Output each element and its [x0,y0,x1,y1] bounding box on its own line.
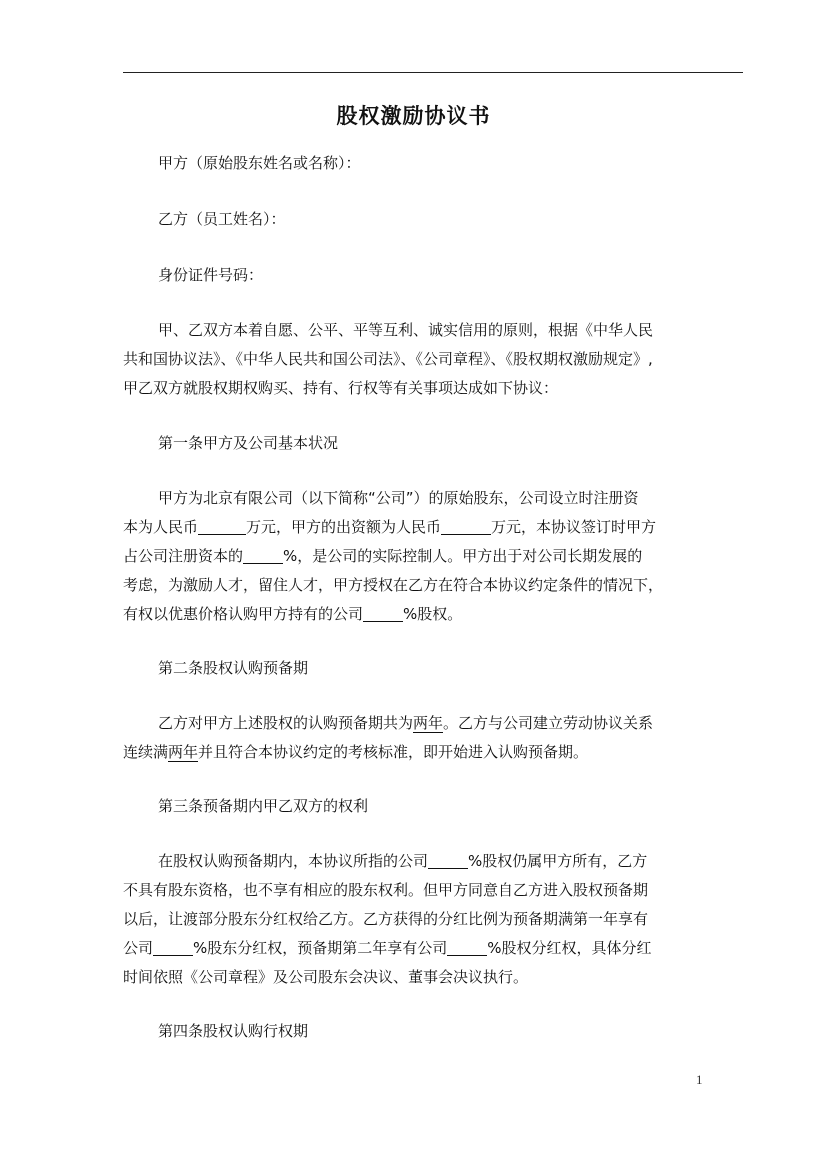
text-segment: 万元，甲方的出资额为人民币 [246,518,442,536]
article-3-line-5: 时间依照《公司章程》及公司股东会决议、董事会决议执行。 [123,968,529,986]
text-segment: 公司 [123,939,154,957]
article-3-line-4 [123,934,713,963]
underlined-term: 两年 [168,743,199,761]
article-1-line-2 [123,513,713,542]
preamble-line-3: 甲乙双方就股权期权购买、持有、行权等有关事项达成如下协议： [123,379,559,397]
article-1-line-5 [123,600,713,629]
article-2-line-2 [123,738,713,767]
text-segment: %股东分红权，预备期第二年享有公司 [193,939,448,957]
blank-field-reserved-percent [428,852,468,869]
text-segment: 有权以优惠价格认购甲方持有的公司 [123,605,364,623]
blank-field-year2-dividend [447,939,487,956]
text-segment: 连续满 [123,743,169,761]
party-b-line: 乙方（员工姓名）： [158,210,286,228]
text-segment: 占公司注册资本的 [123,547,244,565]
header-rule [123,72,743,73]
blank-field-share-percent [243,547,283,564]
text-segment: 乙方对甲方上述股权的认购预备期共为 [158,714,414,732]
party-a-line: 甲方（原始股东姓名或名称）： [158,154,361,172]
preamble-line-2: 共和国协议法》、《中华人民共和国公司法》、《公司章程》、《股权期权激励规定》, [123,350,653,368]
blank-field-registered-capital [198,518,246,535]
text-segment: 并且符合本协议约定的考核标准，即开始进入认购预备期。 [198,743,589,761]
text-segment: %股权分红权，具体分红 [487,939,652,957]
article-3-line-1 [158,847,748,876]
article-2-line-1 [158,709,748,738]
blank-field-contribution [441,518,491,535]
underlined-term: 两年 [413,714,444,732]
article-2-heading: 第二条股权认购预备期 [158,659,309,677]
page-number: 1 [696,1072,703,1087]
text-segment: 万元，本协议签订时甲方 [491,518,657,536]
article-3-heading: 第三条预备期内甲乙双方的权利 [158,797,369,815]
article-1-heading: 第一条甲方及公司基本状况 [158,434,339,452]
text-segment: 在股权认购预备期内，本协议所指的公司 [158,852,429,870]
preamble-line-1: 甲、乙双方本着自愿、公平、平等互利、诚实信用的原则，根据《中华人民 [158,321,654,339]
text-segment: 本为人民币 [123,518,199,536]
document-title: 股权激励协议书 [336,104,491,128]
id-number-line: 身份证件号码： [158,266,264,284]
blank-field-option-percent [363,605,403,622]
text-segment: 。乙方与公司建立劳动协议关系 [443,714,654,732]
article-3-line-3: 以后，让渡部分股东分红权给乙方。乙方获得的分红比例为预备期满第一年享有 [123,910,649,928]
article-3-line-2: 不具有股东资格，也不享有相应的股东权利。但甲方同意自乙方进入股权预备期 [123,881,649,899]
article-1-line-3 [123,542,713,571]
text-segment: %股权仍属甲方所有，乙方 [468,852,648,870]
text-segment: %，是公司的实际控制人。甲方出于对公司长期发展的 [283,547,643,565]
text-segment: %股权。 [403,605,463,623]
blank-field-year1-dividend [153,939,193,956]
article-1-line-4: 考虑，为激励人才，留住人才，甲方授权在乙方在符合本协议约定条件的情况下， [123,576,664,594]
article-4-heading: 第四条股权认购行权期 [158,1022,309,1040]
article-1-line-1: 甲方为北京有限公司（以下简称“公司”）的原始股东，公司设立时注册资 [158,489,639,507]
